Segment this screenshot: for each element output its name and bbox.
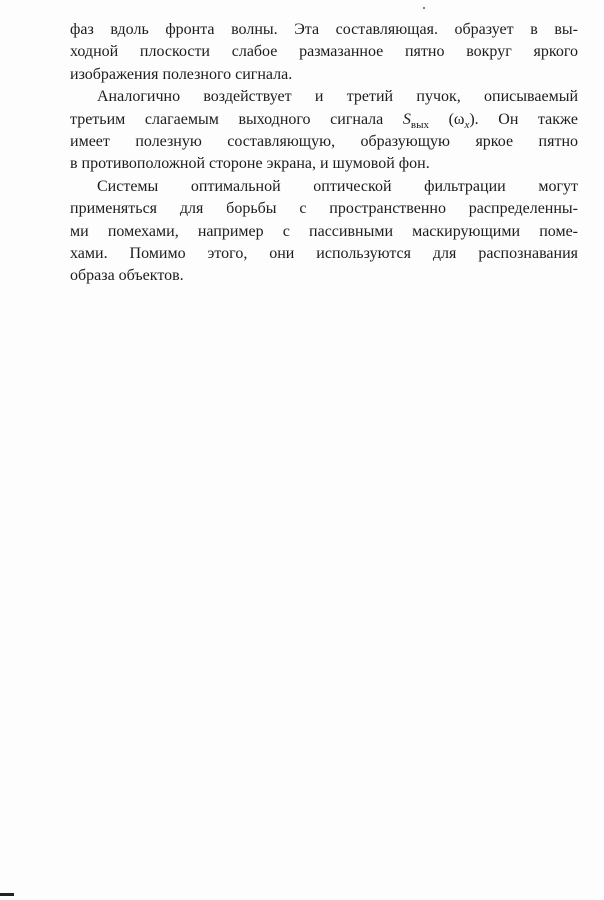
paragraph-1 xyxy=(70,19,578,86)
text-line: Аналогично воздействует и третий пучок, описываемый xyxy=(97,88,578,106)
page-corner-mark xyxy=(0,893,14,896)
printing-speck xyxy=(423,7,425,9)
text-line: ходной плоскости слабое размазанное пятно вокруг яркого xyxy=(70,43,578,61)
text-line: хами. Помимо этого, они используются для распознавания xyxy=(70,244,578,262)
text-line: применяться для борьбы с пространственно распределенны- xyxy=(70,200,578,218)
text-fragment: Он также xyxy=(498,110,578,128)
formula xyxy=(402,110,479,131)
paragraph-2 xyxy=(70,86,578,176)
text-line: ми помехами, например с пассивными маскирующими поме- xyxy=(70,222,578,240)
formula-symbol: S xyxy=(402,110,411,128)
text-line: имеет полезную составляющую, образующую яркое пятно xyxy=(70,132,578,150)
body-text xyxy=(70,19,578,288)
formula-arg-close: ). xyxy=(469,110,479,128)
text-line: фаз вдоль фронта волны. Эта составляющая. образует в вы- xyxy=(70,21,578,38)
formula-arg-subscript: x xyxy=(464,118,470,131)
text-line: Системы оптимальной оптической фильтрации могут xyxy=(97,177,578,195)
formula-subscript: вых xyxy=(410,118,429,131)
paragraph-3 xyxy=(70,176,578,288)
text-line-with-formula xyxy=(70,109,578,131)
text-line: в противоположной стороне экрана, и шумовой фон. xyxy=(70,155,430,173)
formula-arg-open: (ω xyxy=(448,110,465,128)
text-line: образа объектов. xyxy=(70,267,184,285)
text-line: изображения полезного сигнала. xyxy=(70,65,293,83)
text-fragment: третьим слагаемым выходного сигнала xyxy=(70,110,384,128)
